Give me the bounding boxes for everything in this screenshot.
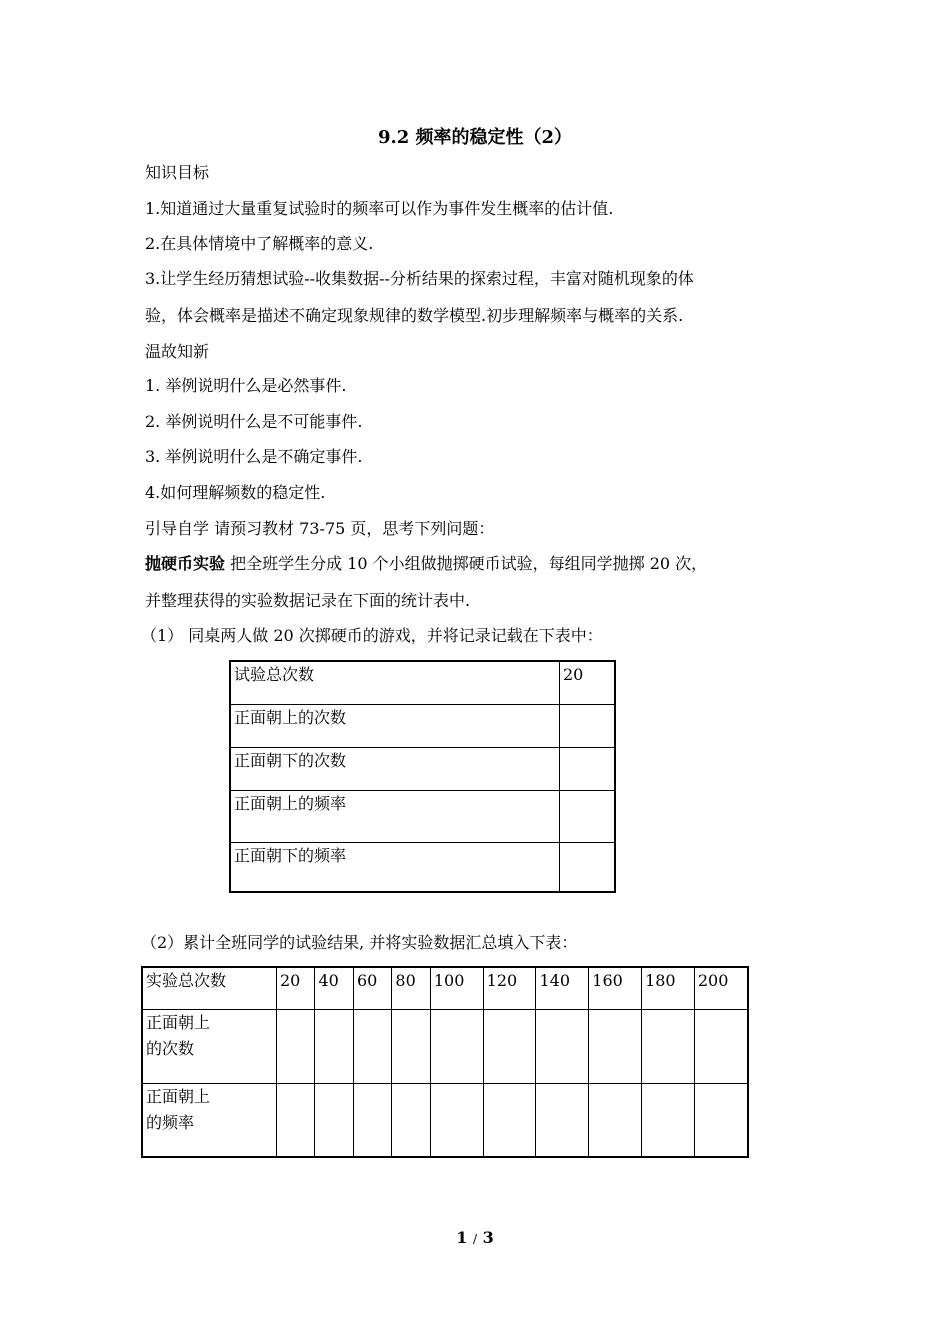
page-title: 9.2 频率的稳定性（2） — [377, 127, 573, 148]
table-cell-value — [560, 704, 616, 747]
table-header-cell: 40 — [315, 967, 353, 1009]
table-row — [230, 747, 615, 790]
experiment-text: 把全班学生分成 10 个小组做抛掷硬币试验，每组同学抛掷 20 次， — [225, 554, 708, 573]
table-cell — [694, 1083, 748, 1157]
experiment-line-2: 并整理获得的实验数据记录在下面的统计表中. — [145, 591, 471, 610]
table-cell — [642, 1083, 695, 1157]
page-total: 3 — [482, 1228, 494, 1247]
table-cell — [315, 1009, 353, 1083]
table-header-label: 实验总次数 — [142, 967, 277, 1009]
table-cell-label: 正面朝下的频率 — [230, 842, 560, 892]
table-cell — [589, 1083, 642, 1157]
table-header-cell: 100 — [430, 967, 483, 1009]
table-cell — [353, 1009, 391, 1083]
review-item-2: 2. 举例说明什么是不可能事件. — [145, 412, 363, 431]
table-header-cell: 60 — [353, 967, 391, 1009]
table-row — [142, 1009, 748, 1083]
table-cell — [694, 1009, 748, 1083]
table-header-cell: 140 — [536, 967, 589, 1009]
table-cell-value — [560, 747, 616, 790]
page-number — [0, 1228, 950, 1247]
knowledge-item-3b: 验，体会概率是描述不确定现象规律的数学模型.初步理解频率与概率的关系. — [145, 306, 684, 325]
row-label-line-1: 正面朝上 — [146, 1012, 211, 1032]
knowledge-heading: 知识目标 — [145, 163, 210, 182]
task-2: （2）累计全班同学的试验结果, 并将实验数据汇总填入下表： — [141, 933, 578, 952]
table-cell — [483, 1009, 536, 1083]
table-cell-value — [560, 842, 616, 892]
table-cell — [277, 1083, 315, 1157]
table-row — [230, 790, 615, 842]
page-current: 1 — [456, 1228, 468, 1247]
guide-line: 引导自学 请预习教材 73-75 页，思考下列问题： — [145, 519, 495, 538]
table-cell — [536, 1083, 589, 1157]
table-cell — [315, 1083, 353, 1157]
table-cell — [536, 1009, 589, 1083]
table-header-cell: 80 — [392, 967, 430, 1009]
table-cell — [353, 1083, 391, 1157]
table-cell — [642, 1009, 695, 1083]
table-cell — [277, 1009, 315, 1083]
table-row — [230, 842, 615, 892]
table-cell — [392, 1083, 430, 1157]
table-row-label — [142, 1083, 277, 1157]
table-cell — [430, 1009, 483, 1083]
table-header-row — [142, 967, 748, 1009]
table-row — [142, 1083, 748, 1157]
table-header-cell: 160 — [589, 967, 642, 1009]
table-cell-label: 试验总次数 — [230, 661, 560, 704]
coin-toss-table-class — [141, 966, 749, 1158]
table-header-cell: 180 — [642, 967, 695, 1009]
table-cell-label: 正面朝下的次数 — [230, 747, 560, 790]
table-row-label — [142, 1009, 277, 1083]
table-cell — [430, 1083, 483, 1157]
row-label-line-1: 正面朝上 — [146, 1086, 211, 1106]
review-item-3: 3. 举例说明什么是不确定事件. — [145, 447, 363, 466]
row-label-line-2: 的频率 — [146, 1112, 195, 1132]
table-cell — [589, 1009, 642, 1083]
review-heading: 温故知新 — [145, 342, 210, 361]
table-cell — [483, 1083, 536, 1157]
table-row — [230, 661, 615, 704]
review-item-4: 4.如何理解频数的稳定性. — [145, 483, 326, 502]
table-cell-value: 20 — [560, 661, 616, 704]
knowledge-item-2: 2.在具体情境中了解概率的意义. — [145, 234, 374, 253]
table-header-cell: 20 — [277, 967, 315, 1009]
table-row — [230, 704, 615, 747]
task-1: （1） 同桌两人做 20 次掷硬币的游戏，并将记录记载在下表中： — [141, 626, 603, 645]
experiment-label: 抛硬币实验 — [145, 554, 226, 573]
knowledge-item-3a: 3.让学生经历猜想试验--收集数据--分析结果的探索过程，丰富对随机现象的体 — [145, 269, 694, 288]
table-cell — [392, 1009, 430, 1083]
table-cell-label: 正面朝上的次数 — [230, 704, 560, 747]
table-header-cell: 200 — [694, 967, 748, 1009]
experiment-line — [145, 552, 815, 576]
table-cell-value — [560, 790, 616, 842]
table-header-cell: 120 — [483, 967, 536, 1009]
row-label-line-2: 的次数 — [146, 1038, 195, 1058]
page-separator: / — [472, 1232, 478, 1246]
knowledge-item-1: 1.知道通过大量重复试验时的频率可以作为事件发生概率的估计值. — [145, 199, 614, 218]
review-item-1: 1. 举例说明什么是必然事件. — [145, 376, 347, 395]
table-cell-label: 正面朝上的频率 — [230, 790, 560, 842]
coin-toss-table-pair — [229, 660, 616, 893]
